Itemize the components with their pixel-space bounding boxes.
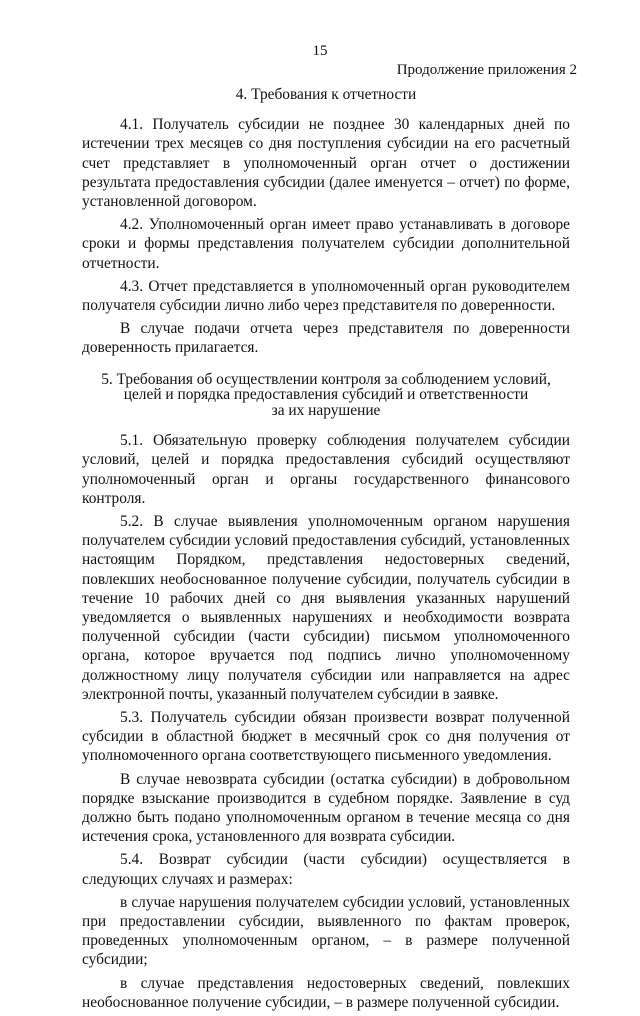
paragraph-4-3-proxy: В случае подачи отчета через представителя по доверенности доверенность прилагается. — [82, 320, 570, 357]
paragraph-5-3: 5.3. Получатель субсидии обязан произвести возврат полученной субсидии в областной бюджет в месячный срок со дня получения от уполномоченного органа соответствующего письменного уведомления. — [82, 708, 570, 765]
document-body — [82, 85, 570, 1016]
paragraph-5-4: 5.4. Возврат субсидии (части субсидии) осуществляется в следующих случаях и размерах: — [82, 851, 570, 888]
section-5-title-line: 5. Требования об осуществлении контроля за соблюдением условий, — [101, 370, 551, 388]
section-5-title-line: целей и порядка предоставления субсидий и ответственности — [123, 386, 529, 404]
paragraph-4-1: 4.1. Получатель субсидии не позднее 30 календарных дней по истечении трех месяцев со дня поступления субсидии на его расчетный счет представляет в уполномоченный орган отчет о достижении результата предоставления субсидии (далее именуется – отчет) по форме, установленной договором. — [82, 116, 570, 211]
paragraph-5-3-nonreturn: В случае невозврата субсидии (остатка субсидии) в добровольном порядке взыскание производится в судебном порядке. Заявление в суд должно быть подано уполномоченным органом в течение месяца со дня истечения срока, установленного для возврата субсидии. — [82, 770, 570, 846]
section-5-title — [82, 372, 570, 419]
paragraph-5-2: 5.2. В случае выявления уполномоченным органом нарушения получателем субсидии условий предоставления субсидий, установленных настоящим Порядком, представления недостоверных сведений, повлекших необоснованное получение субсидии, получатель субсидии в течение 10 рабочих дней со дня выявления указанных нарушений уведомляется о выявленных нарушениях и необходимости возврата полученной субсидии (части субсидии) письмом уполномоченного органа, которое вручается под подпись лично уполномоченному должностному лицу получателя субсидии или направляется на адрес электронной почты, указанный получателем субсидии в заявке. — [82, 512, 570, 703]
paragraph-4-3: 4.3. Отчет представляется в уполномоченный орган руководителем получателя субсидии лично либо через представителя по доверенности. — [82, 277, 570, 315]
section-5-title-line: за их нарушение — [271, 401, 381, 419]
page-number: 15 — [312, 43, 328, 59]
appendix-note: Продолжение приложения 2 — [396, 62, 577, 78]
paragraph-4-2: 4.2. Уполномоченный орган имеет право устанавливать в договоре сроки и формы представления получателем субсидии дополнительной отчетности. — [82, 216, 570, 272]
paragraph-5-4-case-violation: в случае нарушения получателем субсидии условий, установленных при предоставлении субсидии, выявленного по фактам проверок, проведенных уполномоченным органом, – в размере полученной субсидии; — [82, 893, 570, 969]
paragraph-5-4-case-false-info: в случае представления недостоверных сведений, повлекших необоснованное получение субсидии, – в размере полученной субсидии. — [82, 974, 570, 1011]
section-4-title: 4. Требования к отчетности — [235, 86, 417, 103]
paragraph-5-1: 5.1. Обязательную проверку соблюдения получателем субсидии условий, целей и порядка предоставления субсидий осуществляют уполномоченный орган и органы государственного финансового контроля. — [82, 432, 570, 507]
